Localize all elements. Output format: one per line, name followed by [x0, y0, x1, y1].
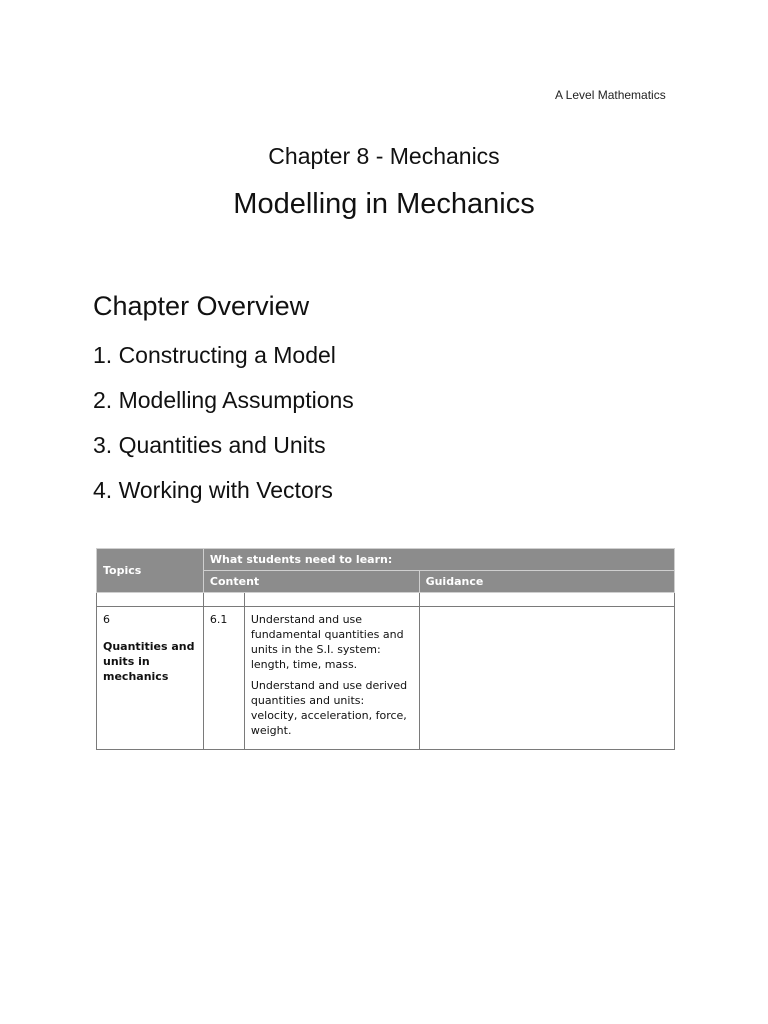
chapter-title: Chapter 8 - Mechanics — [268, 143, 500, 169]
chapter-subtitle: Modelling in Mechanics — [233, 188, 535, 220]
overview-item: 1. Constructing a Model — [93, 342, 336, 368]
table-row — [97, 607, 675, 750]
overview-heading: Chapter Overview — [93, 291, 310, 321]
overview-item: 2. Modelling Assumptions — [93, 387, 354, 413]
guidance-cell — [419, 607, 674, 750]
content-paragraph: Understand and use fundamental quantities and units in the S.I. system: length, time, mass. — [250, 613, 404, 671]
overview-item: 4. Working with Vectors — [93, 477, 333, 503]
overview-list — [93, 339, 354, 519]
specification-table — [96, 548, 675, 750]
header-content: Content — [203, 571, 419, 593]
topic-name: Quantities and units in mechanics — [103, 640, 195, 683]
overview-item: 3. Quantities and Units — [93, 432, 326, 458]
content-paragraph: Understand and use derived quantities and units: velocity, acceleration, force, weight. — [250, 679, 408, 737]
header-topics: Topics — [97, 549, 204, 593]
header-what-students-learn: What students need to learn: — [203, 549, 674, 571]
header-guidance: Guidance — [419, 571, 674, 593]
reference-cell: 6.1 — [203, 607, 244, 750]
content-cell — [244, 607, 419, 750]
table-spacer — [97, 593, 675, 607]
document-header: A Level Mathematics — [555, 88, 666, 102]
topic-number: 6 — [103, 613, 110, 626]
topic-cell — [97, 607, 204, 750]
